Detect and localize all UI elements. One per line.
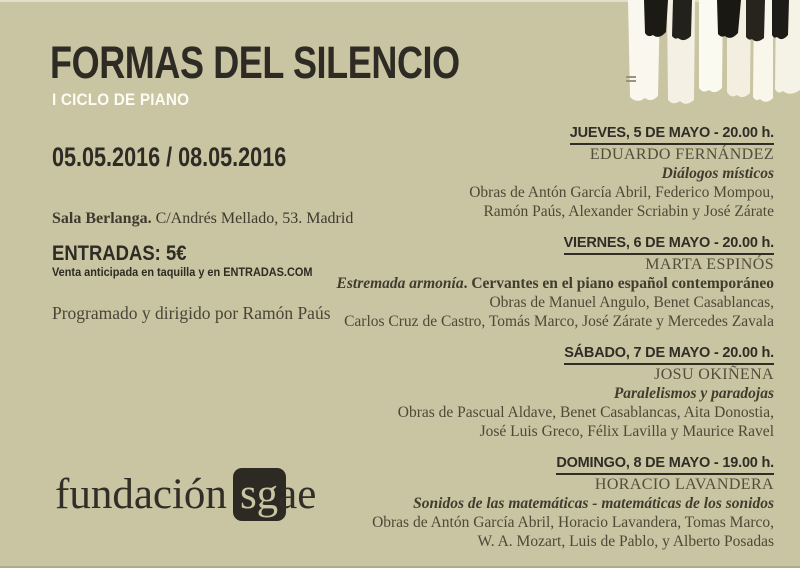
concert-works-line-1: Obras de Manuel Angulo, Benet Casablancas, [489,294,774,311]
concert-artist: MARTA ESPINÓS [645,256,774,273]
concert-schedule [204,123,774,563]
concert-works-line-2: Carlos Cruz de Castro, Tomás Marco, José Zárate y Mercedes Zavala [344,313,774,330]
venue-address: C/Andrés Mellado, 53. Madrid [151,210,354,227]
concert-program-title: Sonidos de las matemáticas - matemáticas de los sonidos [413,495,774,512]
concert-date: JUEVES, 5 DE MAYO - 20.00 h. [204,123,774,145]
sgae-accent-letters: sg [239,471,279,518]
concert-date: VIERNES, 6 DE MAYO - 20.00 h. [204,233,774,255]
concert-program-title: Estremada armonía. Cervantes en el piano español contemporáneo [336,275,774,292]
date-range: 05.05.2016 / 08.05.2016 [52,142,287,172]
concert-block [204,453,774,551]
concert-works-line-1: Obras de Pascual Aldave, Benet Casablancas, Aita Donostia, [397,404,774,421]
concert-date: SÁBADO, 7 DE MAYO - 20.00 h. [204,343,774,365]
concert-program-title: Diálogos místicos [661,165,774,182]
tickets-heading: ENTRADAS: 5€ [52,242,187,265]
concert-artist: HORACIO LAVANDERA [594,476,774,493]
piano-keys-illustration [620,0,800,112]
venue-name: Sala Berlanga. [52,210,152,227]
concert-date: DOMINGO, 8 DE MAYO - 19.00 h. [204,453,774,475]
concert-works-line-2: W. A. Mozart, Luis de Pablo, y Alberto Posadas [477,533,774,550]
concert-works-line-2: Ramón Paús, Alexander Scriabin y José Zárate [483,203,774,220]
concert-block [204,123,774,221]
tickets-note: Venta anticipada en taquilla y en ENTRADAS.COM [52,267,313,279]
concert-works-line-2: José Luis Greco, Félix Lavilla y Maurice Ravel [479,423,774,440]
concert-block [204,233,774,331]
concert-block [204,343,774,441]
concert-works-line-1: Obras de Antón García Abril, Federico Mompou, [469,184,774,201]
poster-subtitle: I CICLO DE PIANO [52,90,190,109]
concert-artist: JOSU OKIÑENA [654,366,774,383]
credit-line: Programado y dirigido por Ramón Paús [52,303,331,323]
concert-program-title: Paralelismos y paradojas [613,385,774,402]
concert-works-line-1: Obras de Antón García Abril, Horacio Lavandera, Tomas Marco, [372,514,774,531]
logo-word: fundación [55,471,227,518]
poster-title: FORMAS DEL SILENCIO [50,37,460,88]
sgae-tail-letters: ae [278,471,317,518]
concert-artist: EDUARDO FERNÁNDEZ [589,146,774,163]
